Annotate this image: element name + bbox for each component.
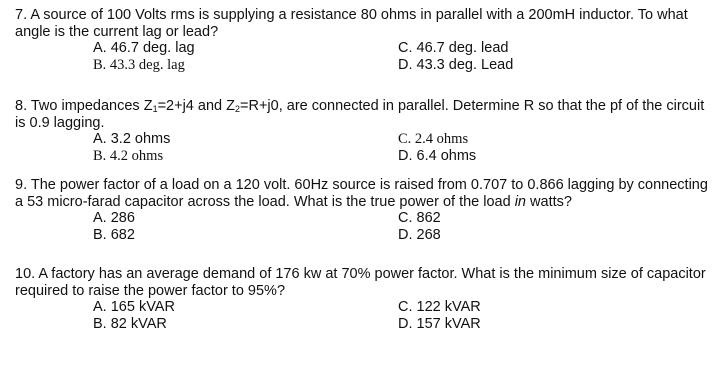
question-7-option-b: B. 43.3 deg. lag xyxy=(93,56,185,73)
question-10-stem: 10. A factory has an average demand of 176 kw at 70% power factor. What is the minimum size of capacitor required to raise the power factor to 95%? xyxy=(15,266,706,299)
question-9-option-d: D. 268 xyxy=(398,226,441,243)
question-9-option-c: C. 862 xyxy=(398,210,441,226)
question-8 xyxy=(15,98,715,164)
question-10-option-b: B. 82 kVAR xyxy=(93,315,167,332)
question-8-option-d: D. 6.4 ohms xyxy=(398,147,477,164)
question-9-stem: 9. The power factor of a load on a 120 volt. 60Hz source is raised from 0.707 to 0.866 lagging by connecting a 53 micro-farad capacitor across the load. What is the true power of the load in watts? xyxy=(15,177,708,210)
question-7-option-d: D. 43.3 deg. Lead xyxy=(398,56,514,73)
question-7-option-a: A. 46.7 deg. lag xyxy=(93,40,195,56)
question-7-stem: 7. A source of 100 Volts rms is supplying a resistance 80 ohms in parallel with a 200mH inductor. To what angle is the current lag or lead? xyxy=(15,7,688,40)
question-7 xyxy=(15,7,715,73)
question-8-option-c: C. 2.4 ohms xyxy=(398,131,469,147)
question-8-options xyxy=(15,131,715,164)
question-8-stem: 8. Two impedances $Z_1=2+j4$ and $Z_2=R+j0$, are connected in parallel. Determine R so that the pf of the circuit is 0.9 lagging. xyxy=(15,98,705,131)
question-7-options xyxy=(15,40,715,73)
question-10-option-c: C. 122 kVAR xyxy=(398,299,481,315)
question-10 xyxy=(15,266,715,332)
question-8-option-b: B. 4.2 ohms xyxy=(93,147,164,164)
question-9-options xyxy=(15,210,715,243)
question-10-option-a: A. 165 kVAR xyxy=(93,299,175,315)
question-10-options xyxy=(15,299,715,332)
question-9 xyxy=(15,177,715,243)
question-7-option-c: C. 46.7 deg. lead xyxy=(398,40,509,56)
question-9-option-b: B. 682 xyxy=(93,226,135,243)
question-10-option-d: D. 157 kVAR xyxy=(398,315,481,332)
question-8-option-a: A. 3.2 ohms xyxy=(93,131,171,147)
question-9-option-a: A. 286 xyxy=(93,210,135,226)
